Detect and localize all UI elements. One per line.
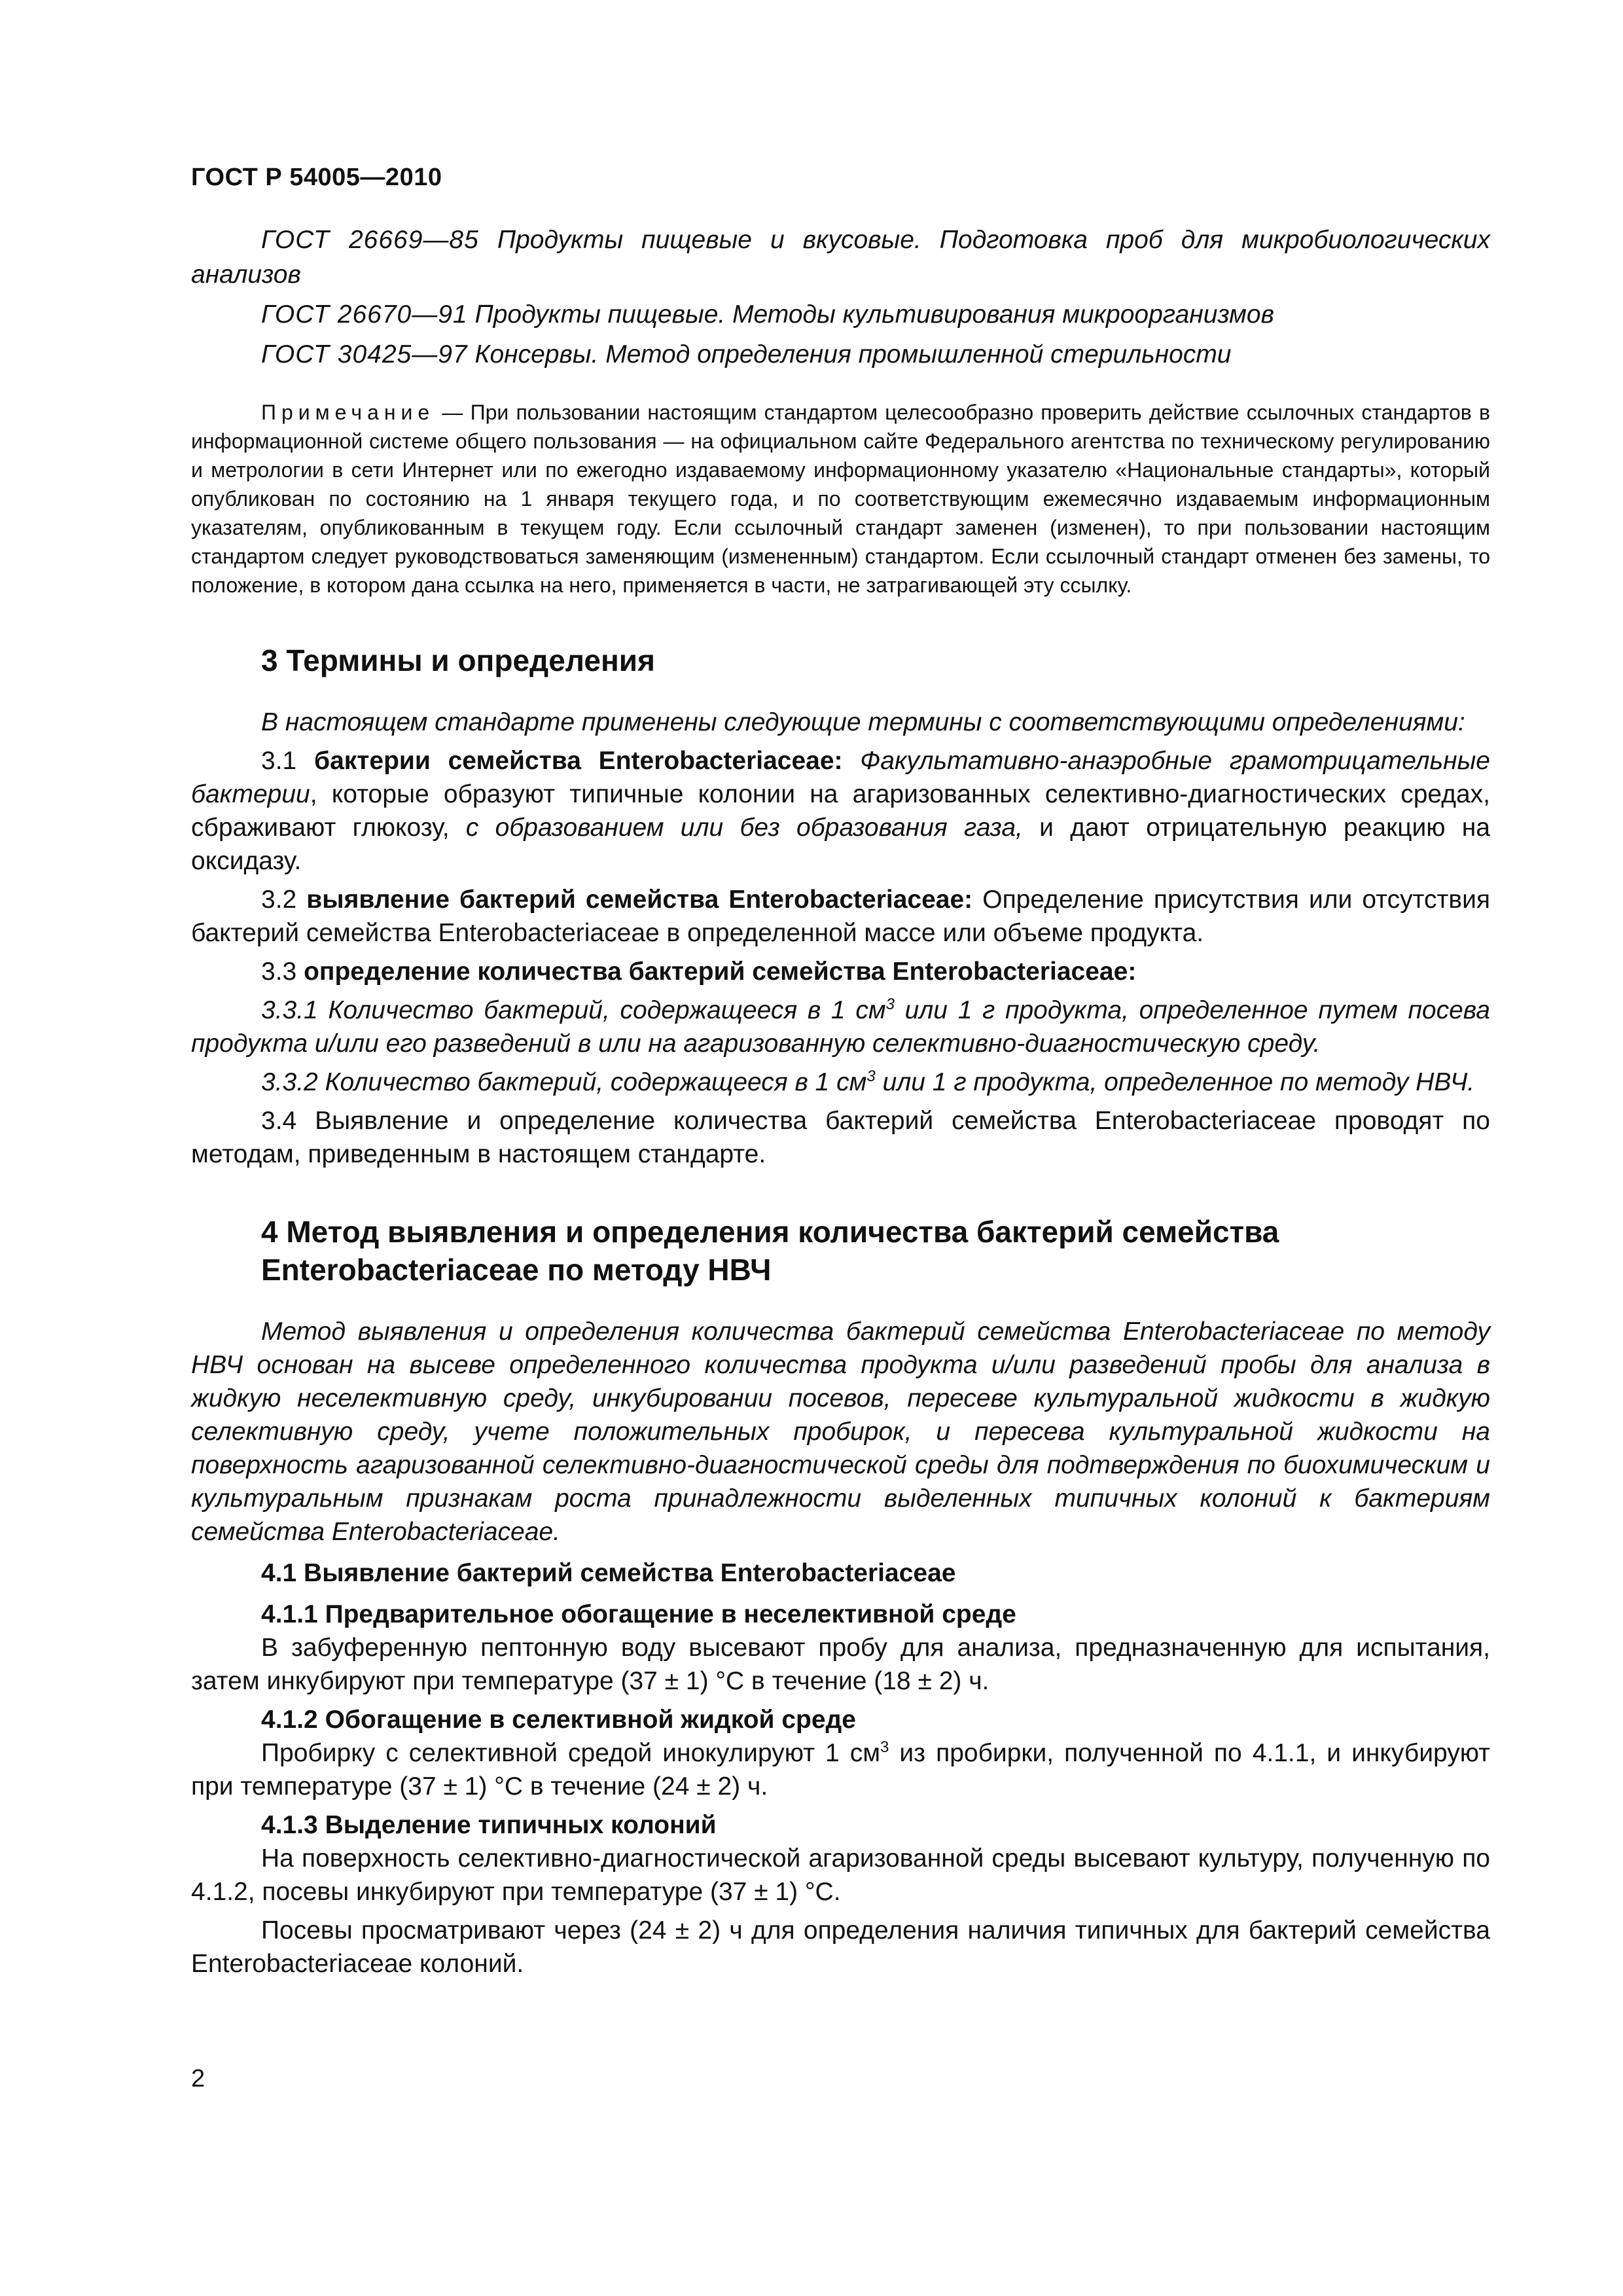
term-definition-end: и дают отрицательную реакцию на оксидазу. [191, 814, 1491, 875]
term-text: 3.3.2 Количество бактерий, содержащееся в 1 см [261, 1068, 867, 1096]
note-label: Примечание [261, 401, 435, 424]
term-number: 3.1 [261, 747, 314, 775]
term-text-end: или 1 г продукта, определенное путем посева продукта и/или его разведений в или на агаризованную селективно-диагностическую среду. [191, 996, 1490, 1058]
paragraph-4-1-1: В забуференную пептонную воду высевают пробу для анализа, предназначенную для испытания, затем инкубируют при температуре (37 ± 1) °С в течение (18 ± 2) ч. [191, 1634, 1490, 1695]
reference-text: Продукты пищевые и вкусовые. Подготовка проб для микробиологических анализов [191, 226, 1490, 289]
subsection-4-1-3-heading: 4.1.3 Выделение типичных колоний [261, 1811, 717, 1839]
section-4-heading-line-1: 4 Метод выявления и определения количества бактерий семейства [261, 1215, 1279, 1249]
reference-text: Продукты пищевые. Методы культивирования микроорганизмов [474, 300, 1274, 329]
term-number: 3.3 [261, 958, 304, 986]
subsection-4-1-heading: 4.1 Выявление бактерий семейства Enterobacteriaceae [261, 1559, 956, 1587]
paragraph-text-end: из пробирки, полученной по 4.1.1, и инкубируют при температуре (37 ± 1) °С в течение (24 ± 2) ч. [191, 1739, 1490, 1801]
term-3-1 [191, 744, 1490, 878]
term-3-3-1 [191, 994, 1490, 1060]
term-name: бактерии семейства Enterobacteriaceae: [313, 747, 843, 775]
paragraph-text: Пробирку с селективной средой инокулируют 1 см [261, 1739, 881, 1767]
term-definition: , которые образуют типичные колонии на агаризованных селективно-диагностических средах, сбраживают глюкозу, [191, 780, 1490, 842]
term-definition: Определение присутствия или отсутствия бактерий семейства Enterobacteriaceae в определенной массе или объеме продукта. [191, 886, 1490, 947]
term-name: определение количества бактерий семейства Enterobacteriaceae: [304, 958, 1137, 986]
page-number: 2 [191, 2065, 205, 2092]
paragraph-3-4: 3.4 Выявление и определение количества бактерий семейства Enterobacteriaceae проводят по методам, приведенным в настоящем стандарте. [191, 1107, 1490, 1168]
standard-header: ГОСТ Р 54005—2010 [191, 164, 442, 191]
subsection-4-1-2-heading: 4.1.2 Обогащение в селективной жидкой среде [261, 1706, 856, 1734]
paragraph-4-1-3-b: Посевы просматривают через (24 ± 2) ч для определения наличия типичных для бактерий семейства Enterobacteriaceae колоний. [191, 1916, 1490, 1978]
term-3-3 [191, 955, 1490, 988]
term-definition-italic-2: с образованием или без образования газа, [465, 814, 1023, 842]
paragraph-4-1-3-a: На поверхность селективно-диагностической агаризованной среды высевают культуру, полученную по 4.1.2, посевы инкубируют при температуре (37 ± 1) °С. [191, 1844, 1490, 1906]
reference-code: ГОСТ 30425—97 [261, 340, 468, 368]
term-definition-italic: Факультативно-анаэробные грамотрицательные бактерии [191, 747, 1491, 808]
paragraph-4-1-2 [191, 1736, 1490, 1803]
reference-code: ГОСТ 26670—91 [261, 300, 468, 329]
section-3-intro: В настоящем стандарте применены следующие термины с соответствующими определениями: [261, 708, 1465, 736]
reference-item [191, 297, 1490, 332]
note-text: — При пользовании настоящим стандартом целесообразно проверить действие ссылочных стандартов в информационной системе общего пользования — на официальном сайте Федерального агентства по техническому регулированию и метрологии в сети Интернет или по ежегодно издаваемому информационному указателю «Национальные стандарты», который опубликован по состоянию на 1 января текущего года, и по соответствующим ежемесячно издаваемым информационным указателям, опубликованным в текущем году. Если ссылочный стандарт заменен (изменен), то при пользовании настоящим стандартом следует руководствоваться заменяющим (измененным) стандартом. Если ссылочный стандарт отменен без замены, то положение, в котором дана ссылка на него, применяется в части, не затрагивающей эту ссылку. [191, 401, 1490, 597]
term-3-2 [191, 883, 1490, 950]
superscript: 3 [880, 1738, 889, 1756]
term-3-3-2 [191, 1066, 1490, 1099]
term-text-end: или 1 г продукта, определенное по методу НВЧ. [875, 1068, 1475, 1096]
term-number: 3.2 [261, 886, 307, 914]
superscript: 3 [866, 1067, 876, 1085]
superscript: 3 [885, 996, 895, 1013]
reference-text: Консервы. Метод определения промышленной стерильности [474, 340, 1232, 368]
subsection-4-1-1-heading: 4.1.1 Предварительное обогащение в неселективной среде [261, 1600, 1016, 1628]
page-content [191, 223, 1490, 1986]
term-name: выявление бактерий семейства Enterobacteriaceae: [306, 886, 973, 914]
section-4-heading-line-2: Enterobacteriaceae по методу НВЧ [261, 1253, 772, 1287]
reference-item [191, 337, 1490, 372]
reference-item [191, 223, 1490, 292]
reference-code: ГОСТ 26669—85 [261, 226, 479, 254]
section-3-heading: 3 Термины и определения [261, 643, 655, 677]
section-4-heading [191, 1213, 1490, 1289]
note-paragraph [191, 398, 1490, 600]
section-4-intro: Метод выявления и определения количества бактерий семейства Enterobacteriaceae по методу НВЧ основан на высеве определенного количества продукта и/или разведений пробы для анализа в жидкую неселективную среду, инкубировании посевов, пересеве культуральной жидкости в жидкую селективную среду, учете положительных пробирок, и пересева культуральной жидкости на поверхность агаризованной селективно-диагностической среды для подтверждения по биохимическим и культуральным признакам роста принадлежности выделенных типичных колоний к бактериям семейства Enterobacteriaceae. [191, 1318, 1490, 1546]
term-text: 3.3.1 Количество бактерий, содержащееся в 1 см [261, 996, 886, 1024]
